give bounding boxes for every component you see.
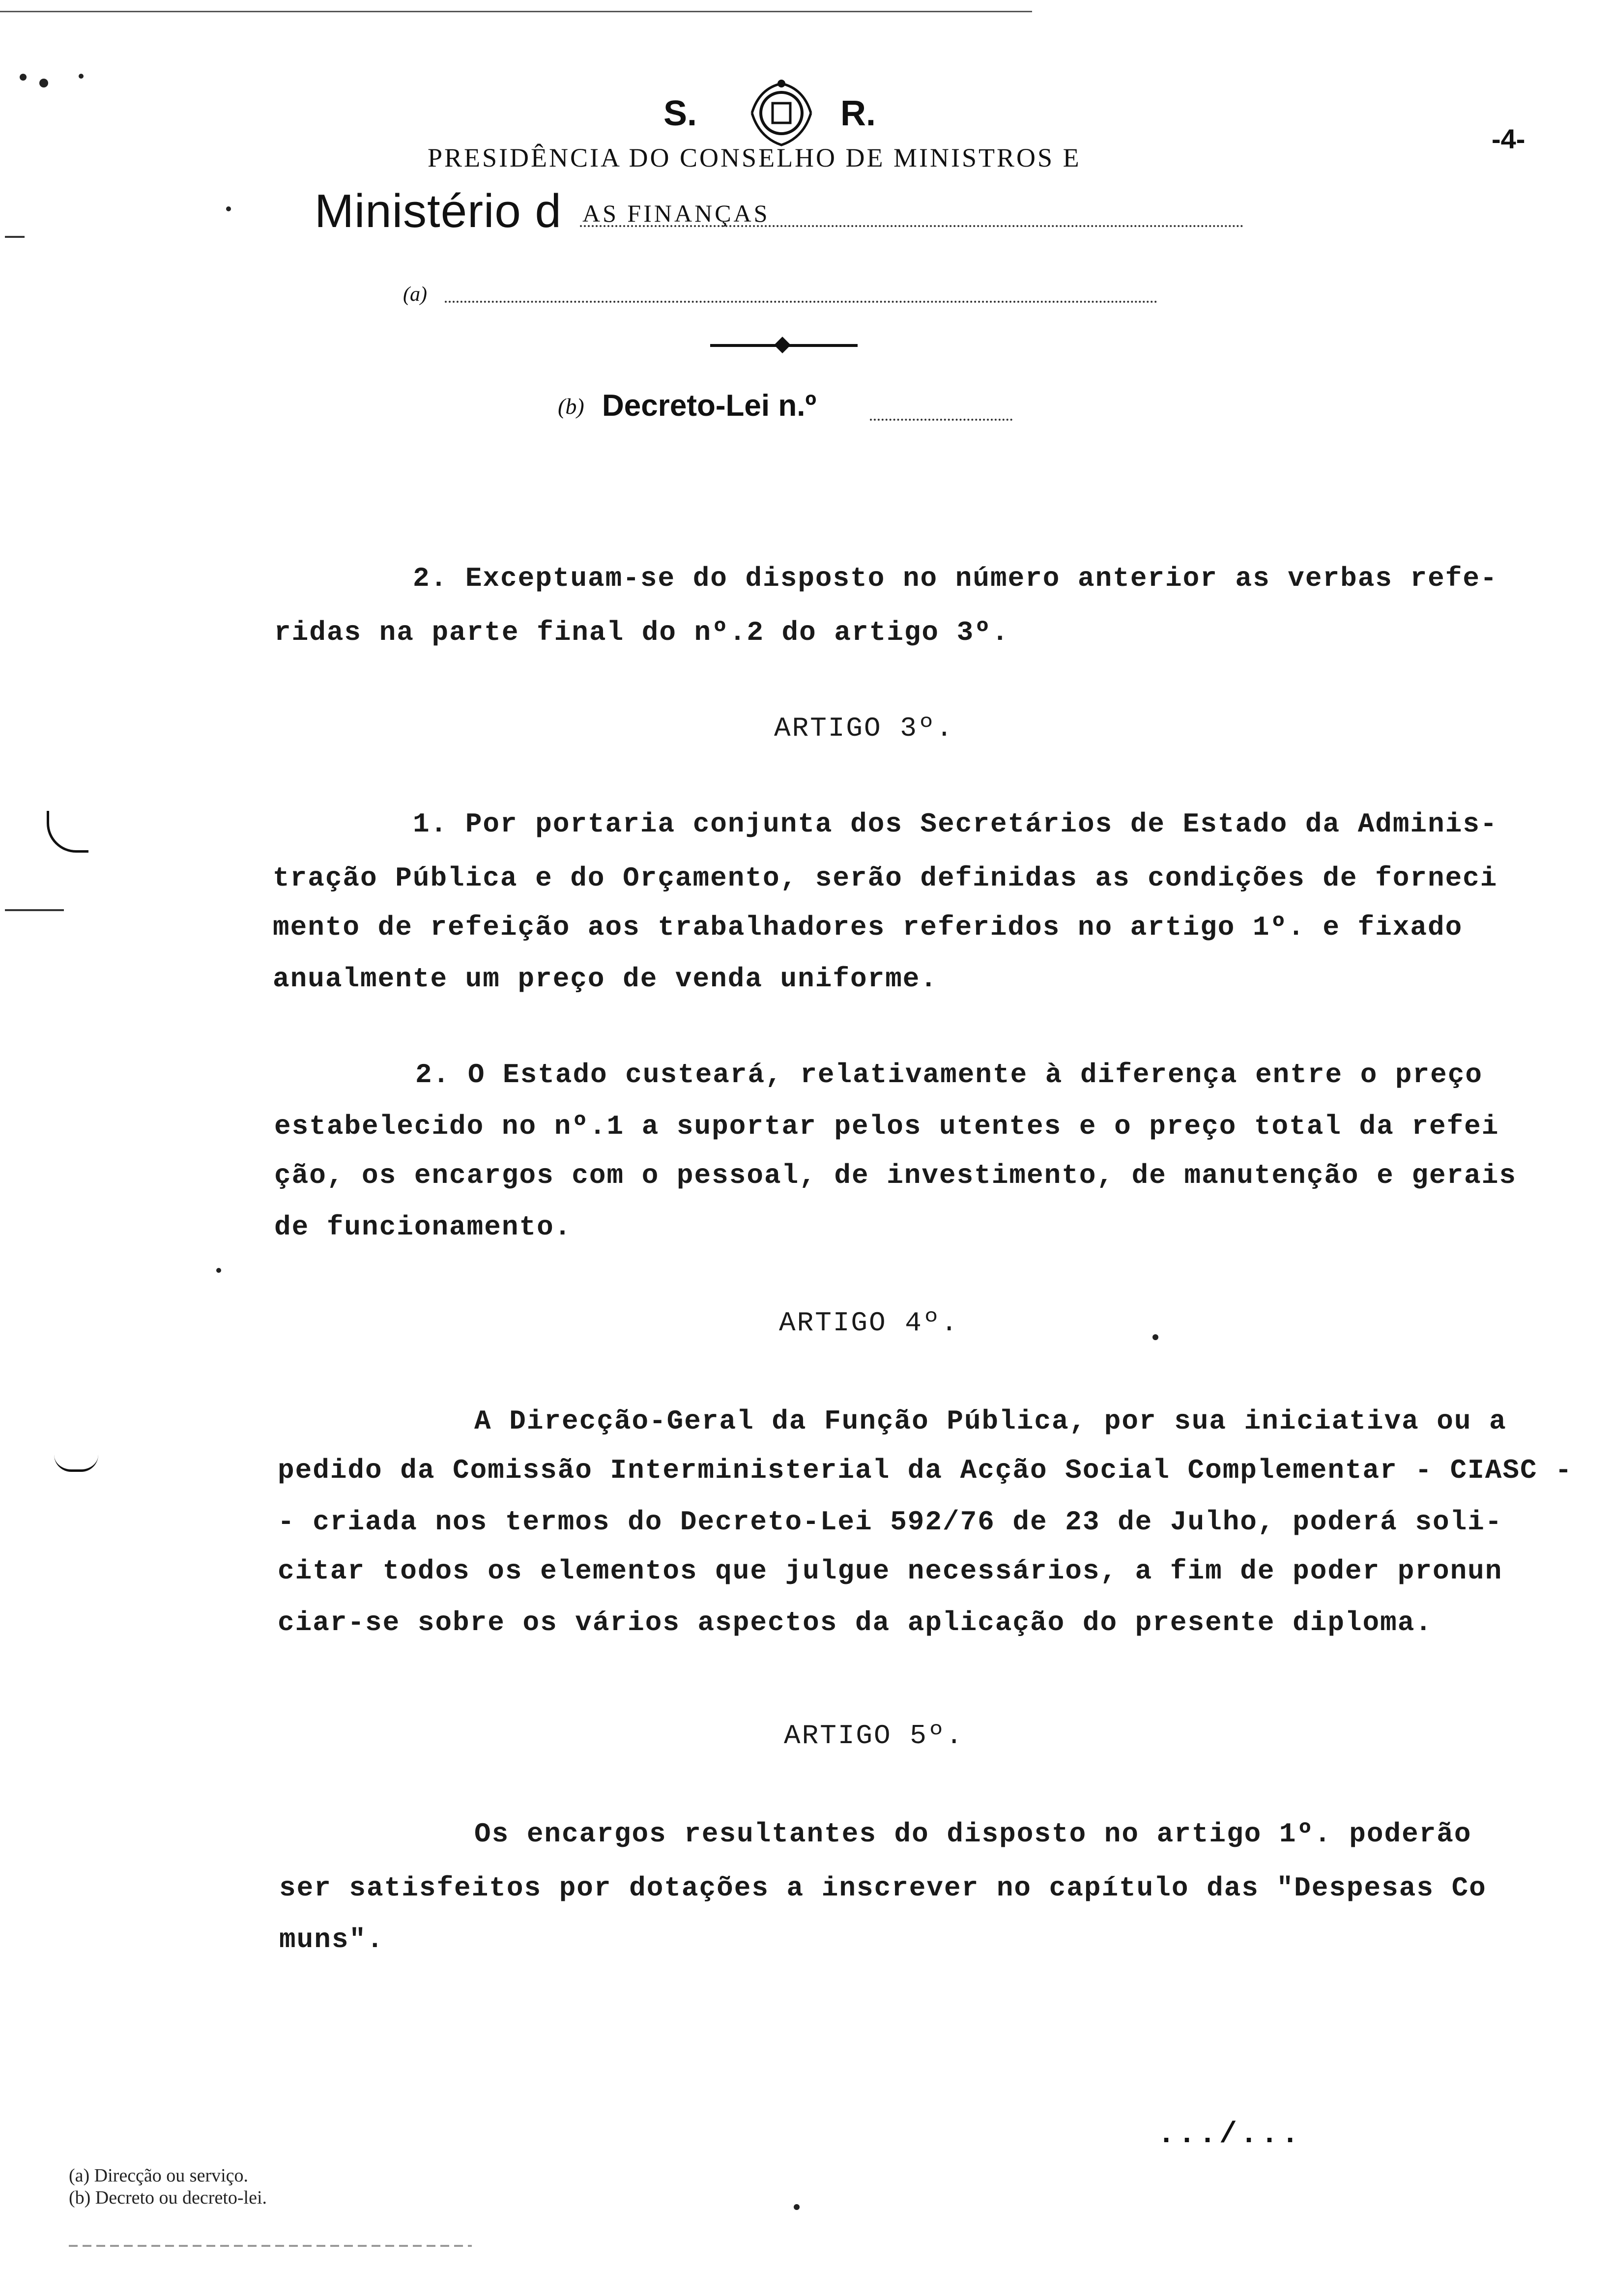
text-line: 1. Por portaria conjunta dos Secretários de Estado da Adminis- bbox=[413, 808, 1498, 840]
hole-punch-mark bbox=[47, 811, 88, 853]
text-line: muns". bbox=[279, 1924, 384, 1955]
text-line: ciar-se sobre os vários aspectos da aplicação do presente diploma. bbox=[278, 1607, 1433, 1638]
text-line: 2. Exceptuam-se do disposto no número anterior as verbas refe- bbox=[413, 563, 1498, 594]
article-4-heading: ARTIGO 4º. bbox=[779, 1307, 959, 1339]
scan-edge-line bbox=[0, 11, 1032, 12]
ministerio-label: Ministério d bbox=[315, 185, 562, 237]
scan-speck bbox=[226, 206, 231, 211]
scan-dash-mark bbox=[5, 236, 25, 238]
decreto-label: Decreto-Lei n.º bbox=[602, 389, 817, 423]
field-a-dotted-line bbox=[445, 301, 1157, 303]
decreto-dotted-line bbox=[870, 419, 1012, 421]
text-line: tração Pública e do Orçamento, serão definidas as condições de forneci bbox=[273, 862, 1498, 894]
text-line: ção, os encargos com o pessoal, de investimento, de manutenção e gerais bbox=[274, 1160, 1517, 1191]
coat-of-arms-emblem bbox=[737, 74, 826, 152]
text-line: ser satisfeitos por dotações a inscrever no capítulo das "Despesas Co bbox=[279, 1872, 1487, 1904]
text-line: estabelecido no nº.1 a suportar pelos utentes e o preço total da refei bbox=[274, 1111, 1499, 1142]
text-line: 2. O Estado custeará, relativamente à diferença entre o preço bbox=[415, 1059, 1483, 1091]
field-a-label: (a) bbox=[403, 283, 427, 306]
text-line: - criada nos termos do Decreto-Lei 592/76 de 23 de Julho, poderá soli- bbox=[278, 1506, 1503, 1538]
text-line: citar todos os elementos que julgue necessários, a fim de poder pronun bbox=[278, 1555, 1503, 1587]
scan-speck bbox=[39, 79, 48, 87]
article-5-heading: ARTIGO 5º. bbox=[784, 1720, 964, 1751]
text-line: Os encargos resultantes do disposto no artigo 1º. poderão bbox=[474, 1818, 1472, 1850]
divider-diamond-icon bbox=[774, 337, 791, 353]
scan-speck bbox=[20, 74, 27, 81]
scan-dash-mark bbox=[5, 909, 64, 911]
text-line: mento de refeição aos trabalhadores referidos no artigo 1º. e fixado bbox=[273, 912, 1463, 943]
sr-left: S. bbox=[663, 94, 697, 133]
footnote-a: (a) Direcção ou serviço. bbox=[69, 2165, 249, 2186]
ministerio-value: AS FINANÇAS bbox=[582, 200, 770, 227]
scan-speck bbox=[79, 74, 84, 79]
continuation-marker: .../... bbox=[1157, 2118, 1302, 2152]
article-3-heading: ARTIGO 3º. bbox=[774, 713, 954, 744]
scan-speck bbox=[216, 1268, 221, 1273]
print-reference-smudge bbox=[69, 2239, 472, 2257]
text-line: A Direcção-Geral da Função Pública, por sua iniciativa ou a bbox=[474, 1406, 1507, 1437]
ministerio-dotted-line bbox=[580, 225, 1243, 227]
presidencia-heading: PRESIDÊNCIA DO CONSELHO DE MINISTROS E bbox=[428, 143, 1081, 172]
scan-speck bbox=[1152, 1334, 1158, 1340]
hole-punch-mark bbox=[54, 1455, 98, 1472]
footnote-b: (b) Decreto ou decreto-lei. bbox=[69, 2187, 267, 2208]
page-number: -4- bbox=[1492, 123, 1526, 154]
field-b-label: (b) bbox=[558, 394, 584, 419]
sr-right: R. bbox=[840, 94, 876, 133]
text-line: anualmente um preço de venda uniforme. bbox=[273, 963, 938, 995]
text-line: pedido da Comissão Interministerial da Acção Social Complementar - CIASC - bbox=[278, 1455, 1573, 1486]
text-line: ridas na parte final do nº.2 do artigo 3º. bbox=[274, 617, 1009, 648]
scan-speck bbox=[794, 2204, 800, 2210]
text-line: de funcionamento. bbox=[274, 1211, 572, 1243]
